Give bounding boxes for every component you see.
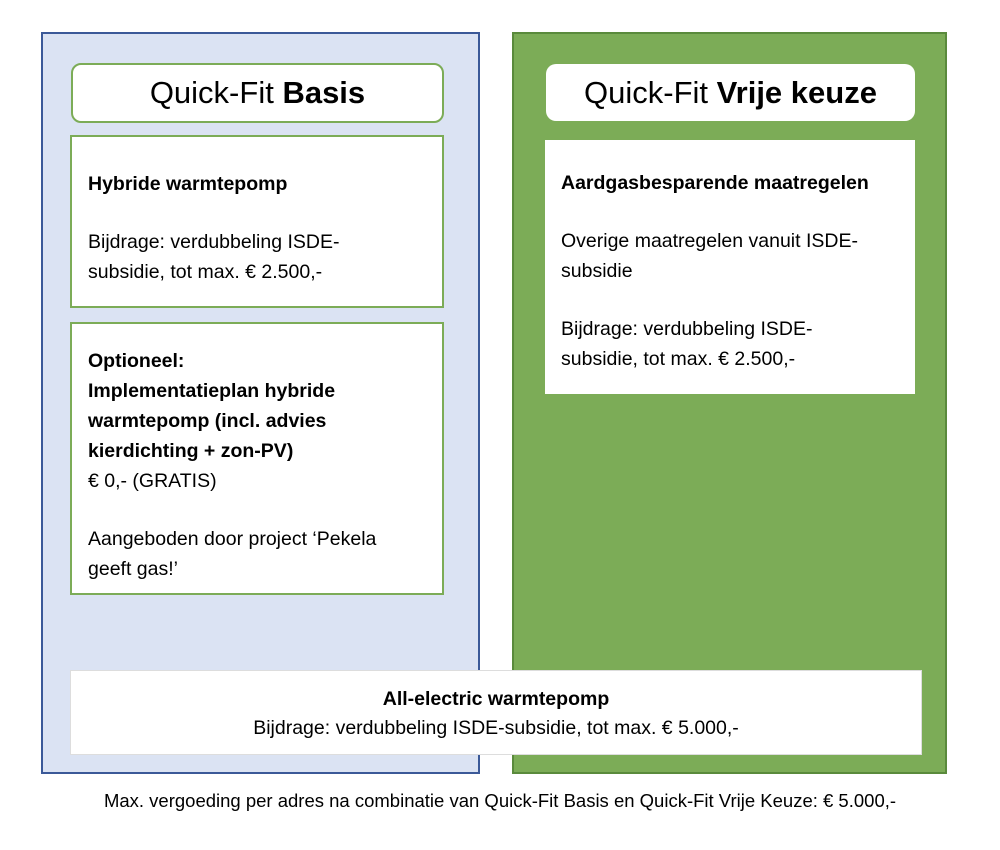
aardgas-heading: Aardgasbesparende maatregelen	[561, 172, 869, 194]
title-basis-bold: Basis	[282, 75, 366, 110]
optioneel-line1: Optioneel:	[88, 350, 185, 372]
aardgas-contribution-line2: subsidie, tot max. € 2.500,-	[561, 348, 796, 370]
title-vrije-bold: Vrije keuze	[716, 74, 877, 110]
card-all-electric-warmtepomp	[70, 670, 922, 755]
title-vrije-prefix: Quick-Fit	[584, 74, 709, 110]
aardgas-desc-line2: subsidie	[561, 260, 633, 282]
allelectric-heading: All-electric warmtepomp	[382, 688, 610, 710]
hybride-contribution-line1: Bijdrage: verdubbeling ISDE-	[88, 231, 340, 253]
optioneel-offered-line1: Aangeboden door project ‘Pekela	[88, 528, 377, 550]
footer-max-vergoeding: Max. vergoeding per adres na combinatie van Quick-Fit Basis en Quick-Fit Vrije Keuze: € 5.000,-	[103, 790, 897, 811]
title-quick-fit-vrije-keuze	[546, 64, 915, 121]
optioneel-line3: warmtepomp (incl. advies	[88, 410, 327, 432]
hybride-contribution-line2: subsidie, tot max. € 2.500,-	[88, 261, 323, 283]
card-optioneel-implementatieplan	[70, 322, 444, 595]
title-quick-fit-basis	[71, 63, 444, 123]
card-aardgasbesparende-maatregelen	[545, 140, 915, 394]
aardgas-contribution-line1: Bijdrage: verdubbeling ISDE-	[561, 318, 813, 340]
title-basis-prefix: Quick-Fit	[149, 75, 274, 110]
optioneel-line4: kierdichting + zon-PV)	[88, 440, 294, 462]
optioneel-offered-line2: geeft gas!’	[88, 558, 178, 580]
card-hybride-warmtepomp	[70, 135, 444, 308]
aardgas-desc-line1: Overige maatregelen vanuit ISDE-	[561, 230, 858, 252]
allelectric-contribution: Bijdrage: verdubbeling ISDE-subsidie, tot max. € 5.000,-	[253, 717, 739, 739]
hybride-heading: Hybride warmtepomp	[88, 173, 288, 195]
optioneel-line2: Implementatieplan hybride	[88, 380, 336, 402]
optioneel-price: € 0,- (GRATIS)	[88, 470, 217, 492]
